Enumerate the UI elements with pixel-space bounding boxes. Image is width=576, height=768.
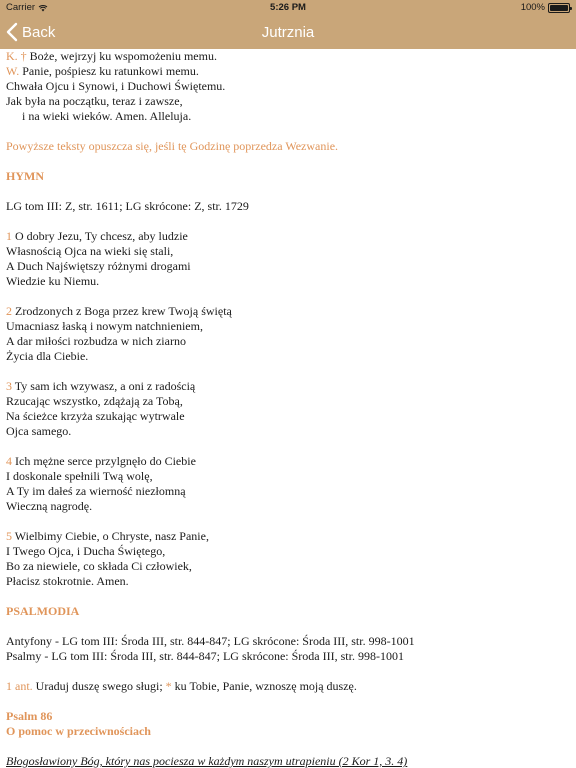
stanza-line [6, 559, 570, 574]
stanza-number: 1 [6, 229, 12, 243]
stanza-text: Zrodzonych z Boga przez krew Twoją świętą [15, 304, 232, 318]
stanza-text: Wiedzie ku Niemu. [6, 274, 100, 288]
prayer-text[interactable] [6, 49, 570, 768]
psalms-reference: Psalmy - LG tom III: Środa III, str. 844-847; LG skrócone: Środa III, str. 998-1001 [6, 649, 404, 663]
stanza-line [6, 259, 570, 274]
stanza-text: Wielbimy Ciebie, o Chryste, nasz Panie, [14, 529, 209, 543]
stanza-line [6, 379, 570, 394]
psalm-title: Psalm 86 [6, 709, 53, 723]
stanza-text: Wieczną nagrodę. [6, 499, 93, 513]
stanza-text: Bo za niewiele, co składa Ci człowiek, [6, 559, 192, 573]
stanza-line [6, 244, 570, 259]
w-marker: W. [6, 64, 20, 78]
stanza-text: Własnością Ojca na wieki się stali, [6, 244, 174, 258]
stanza-text: I Twego Ojca, i Ducha Świętego, [6, 544, 166, 558]
antiphon-label: 1 ant. [6, 679, 33, 693]
stanza-text: Życia dla Ciebie. [6, 349, 89, 363]
stanza-line [6, 409, 570, 424]
psalm-subtitle: O pomoc w przeciwnościach [6, 724, 151, 738]
battery-fill [550, 5, 568, 11]
verse-w [6, 64, 570, 79]
stanza-line [6, 574, 570, 589]
hymn-stanza [6, 379, 570, 439]
battery-status [521, 2, 570, 13]
psalm-header [6, 709, 570, 739]
stanza-line [6, 394, 570, 409]
stanza-text: Rzucając wszystko, zdążają za Tobą, [6, 394, 183, 408]
w-text: Panie, pośpiesz ku ratunkowi memu. [19, 64, 199, 78]
stanza-number: 5 [6, 529, 12, 543]
battery-icon [548, 3, 570, 13]
stanza-line [6, 304, 570, 319]
stanza-text: Płacisz stokrotnie. Amen. [6, 574, 129, 588]
hymn-reference: LG tom III: Z, str. 1611; LG skrócone: Z, str. 1729 [6, 199, 249, 213]
psalmody-heading: PSALMODIA [6, 604, 80, 618]
stanza-text: Ty sam ich wzywasz, a oni z radością [14, 379, 196, 393]
carrier-label: Carrier [6, 2, 36, 13]
stanza-line [6, 499, 570, 514]
psalmody-references [6, 634, 570, 664]
verse-k [6, 49, 570, 64]
stanza-text: Ich mężne serce przylgnęło do Ciebie [15, 454, 196, 468]
antiphon-star: * [165, 679, 172, 693]
k-marker: K. † [6, 49, 27, 63]
opening-verses [6, 49, 570, 124]
stanza-line [6, 454, 570, 469]
hymn-stanza [6, 304, 570, 364]
doxology-line: Jak była na początku, teraz i zawsze, [6, 94, 183, 108]
stanza-line [6, 424, 570, 439]
stanza-text: Na ścieżce krzyża szukając wytrwale [6, 409, 185, 423]
stanza-line [6, 229, 570, 244]
hymn-heading: HYMN [6, 169, 44, 183]
stanza-line [6, 469, 570, 484]
stanza-number: 3 [6, 379, 12, 393]
stanza-line [6, 544, 570, 559]
stanza-line [6, 274, 570, 289]
stanza-text: A Duch Najświętszy różnymi drogami [6, 259, 191, 273]
stanza-line [6, 349, 570, 364]
stanza-text: O dobry Jezu, Ty chcesz, aby ludzie [15, 229, 188, 243]
page-title: Jutrznia [261, 24, 315, 41]
rubric: Powyższe teksty opuszcza się, jeśli tę Godzinę poprzedza Wezwanie. [6, 139, 339, 153]
antiphon-text: ku Tobie, Panie, wznoszę moją duszę. [171, 679, 357, 693]
antiphons-reference: Antyfony - LG tom III: Środa III, str. 844-847; LG skrócone: Środa III, str. 998-1001 [6, 634, 415, 648]
navigation-bar [0, 16, 576, 49]
stanza-text: Umacniasz łaską i nowym natchnieniem, [6, 319, 203, 333]
stanza-text: A Ty im dałeś za wierność niezłomną [6, 484, 186, 498]
stanza-line [6, 484, 570, 499]
clock: 5:26 PM [270, 2, 306, 13]
stanza-line [6, 319, 570, 334]
battery-percent: 100% [520, 2, 545, 13]
status-bar [0, 0, 576, 16]
stanza-text: I doskonale spełnili Twą wolę, [6, 469, 153, 483]
stanza-line [6, 529, 570, 544]
stanza-number: 4 [6, 454, 12, 468]
back-label: Back [22, 23, 56, 41]
stanza-line [6, 334, 570, 349]
stanza-number: 2 [6, 304, 12, 318]
hymn-stanza [6, 454, 570, 514]
hymn-stanza [6, 229, 570, 289]
stanza-text: A dar miłości rozbudza w nich ziarno [6, 334, 186, 348]
antiphon [6, 679, 570, 694]
doxology-line: i na wieki wieków. Amen. Alleluja. [22, 109, 192, 123]
antiphon-text: Uraduj duszę swego sługi; [32, 679, 166, 693]
hymn-stanza [6, 529, 570, 589]
doxology-line: Chwała Ojcu i Synowi, i Duchowi Świętemu. [6, 79, 226, 93]
psalm-epigraph [6, 754, 570, 768]
epigraph-text: Błogosławiony Bóg, który nas pociesza w każdym naszym utrapieniu (2 Kor 1, 3. 4) [6, 754, 408, 768]
hymn-stanzas [6, 229, 570, 589]
stanza-text: Ojca samego. [6, 424, 72, 438]
k-text: Boże, wejrzyj ku wspomożeniu memu. [26, 49, 217, 63]
